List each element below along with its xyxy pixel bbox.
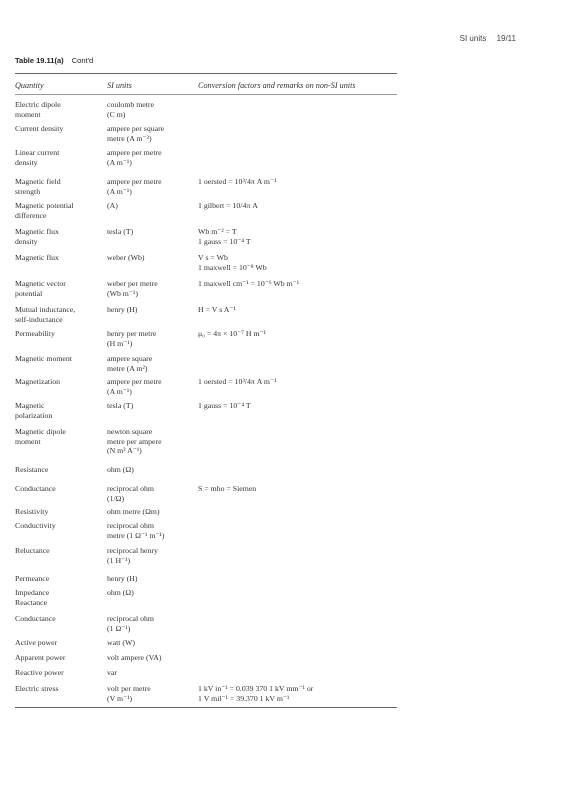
row-quantity <box>15 253 103 263</box>
row-quantity-line: Conductance <box>15 614 56 623</box>
row-si-unit-line: ampere square <box>107 354 153 363</box>
row-si-unit <box>107 305 195 315</box>
row-si-unit-line: reciprocal henry <box>107 546 158 555</box>
row-remarks-line: 1 gilbert = 10/4π A <box>198 201 258 210</box>
row-si-unit <box>107 465 195 475</box>
page-number: 19/11 <box>496 34 516 43</box>
row-remarks-line: 1 gauss = 10⁻⁴ T <box>198 401 251 410</box>
row-quantity-line: potential <box>15 288 43 298</box>
row-si-unit <box>107 100 195 119</box>
row-quantity <box>15 588 103 607</box>
row-si-unit <box>107 507 195 517</box>
row-quantity <box>15 279 103 298</box>
row-si-unit-line: ampere per metre <box>107 377 162 386</box>
table-top-rule <box>15 73 397 74</box>
row-quantity <box>15 124 103 134</box>
row-quantity-line: Magnetization <box>15 377 61 386</box>
row-si-unit-line: newton square <box>107 427 153 436</box>
row-si-unit-line: (A m⁻¹) <box>107 157 132 167</box>
row-si-unit-line: henry (H) <box>107 305 138 314</box>
row-quantity <box>15 684 103 694</box>
row-quantity <box>15 305 103 324</box>
row-quantity-line: Apparent power <box>15 653 66 662</box>
row-si-unit-line: (A m⁻¹) <box>107 386 132 396</box>
row-quantity <box>15 100 103 119</box>
row-quantity-line: difference <box>15 210 47 220</box>
row-si-unit <box>107 329 195 348</box>
table-caption <box>15 56 93 65</box>
row-si-unit <box>107 484 195 503</box>
row-si-unit <box>107 354 195 373</box>
row-si-unit-line: tesla (T) <box>107 227 134 236</box>
row-quantity <box>15 614 103 624</box>
row-quantity <box>15 148 103 167</box>
row-quantity-line: Magnetic flux <box>15 227 59 236</box>
row-quantity-line: density <box>15 157 38 167</box>
row-remarks <box>198 305 398 315</box>
table-header-rule <box>15 94 397 95</box>
row-si-unit-line: (1 H⁻¹) <box>107 555 131 565</box>
row-remarks <box>198 484 398 494</box>
row-si-unit <box>107 427 195 456</box>
row-quantity <box>15 227 103 246</box>
row-quantity <box>15 329 103 339</box>
row-si-unit-line: tesla (T) <box>107 401 134 410</box>
row-quantity <box>15 177 103 196</box>
row-si-unit-line: ohm (Ω) <box>107 588 134 597</box>
row-si-unit-line: (A) <box>107 201 118 210</box>
row-quantity-line: polarization <box>15 410 53 420</box>
row-quantity-line: self-inductance <box>15 314 63 324</box>
row-quantity <box>15 638 103 648</box>
row-si-unit-line: reciprocal ohm <box>107 521 154 530</box>
row-si-unit-line: ampere per metre <box>107 148 162 157</box>
row-si-unit <box>107 148 195 167</box>
row-remarks-line: 1 gauss = 10⁻⁴ T <box>198 236 251 246</box>
row-quantity-line: Active power <box>15 638 58 647</box>
row-quantity <box>15 201 103 220</box>
row-si-unit-line: watt (W) <box>107 638 135 647</box>
row-remarks-line: 1 maxwell = 10⁻⁸ Wb <box>198 262 267 272</box>
row-si-unit-line: ampere per square <box>107 124 165 133</box>
row-quantity-line: Current density <box>15 124 64 133</box>
row-quantity-line: Magnetic potential <box>15 201 74 210</box>
row-si-unit-line: weber per metre <box>107 279 158 288</box>
row-remarks-line: μ₀ = 4π × 10⁻⁷ H m⁻¹ <box>198 329 267 338</box>
running-head-section: SI units <box>459 34 487 43</box>
row-remarks <box>198 329 398 339</box>
row-remarks-line: 1 kV in⁻¹ = 0.039 370 1 kV mm⁻¹ or <box>198 684 314 693</box>
row-remarks-line: 1 oersted = 10³/4π A m⁻¹ <box>198 177 277 186</box>
table-caption-text: Cont'd <box>71 56 94 65</box>
row-quantity-line: density <box>15 236 38 246</box>
row-si-unit-line: weber (Wb) <box>107 253 145 262</box>
row-si-unit-line: metre (A m⁻²) <box>107 133 152 143</box>
row-quantity <box>15 465 103 475</box>
row-si-unit-line: metre per ampere <box>107 436 162 446</box>
row-quantity-line: Mutual inductance, <box>15 305 76 314</box>
row-si-unit-line: coulomb metre <box>107 100 154 109</box>
row-si-unit-line: henry per metre <box>107 329 157 338</box>
row-quantity-line: Magnetic dipole <box>15 427 66 436</box>
row-quantity-line: Permeance <box>15 574 50 583</box>
row-remarks <box>198 201 398 211</box>
row-si-unit-line: metre (A m²) <box>107 363 148 373</box>
row-quantity-line: Linear current <box>15 148 60 157</box>
row-si-unit <box>107 668 195 678</box>
row-quantity <box>15 668 103 678</box>
row-remarks-line: Wb m⁻² = T <box>198 227 237 236</box>
row-si-unit <box>107 638 195 648</box>
running-head <box>460 34 516 43</box>
row-quantity-line: moment <box>15 109 41 119</box>
row-remarks <box>198 177 398 187</box>
row-si-unit <box>107 614 195 633</box>
row-quantity-line: Reluctance <box>15 546 50 555</box>
row-remarks-line: 1 maxwell cm⁻¹ = 10⁻⁶ Wb m⁻¹ <box>198 279 300 288</box>
row-quantity-line: Electric stress <box>15 684 59 693</box>
row-si-unit-line: volt ampere (VA) <box>107 653 162 662</box>
table-bottom-rule <box>15 707 397 708</box>
row-quantity-line: Magnetic flux <box>15 253 59 262</box>
row-remarks <box>198 401 398 411</box>
row-si-unit <box>107 279 195 298</box>
row-quantity-line: strength <box>15 186 41 196</box>
row-quantity <box>15 546 103 556</box>
row-quantity-line: Reactive power <box>15 668 64 677</box>
row-quantity <box>15 427 103 446</box>
row-si-unit <box>107 684 195 703</box>
row-quantity-line: Conductance <box>15 484 56 493</box>
row-si-unit <box>107 588 195 598</box>
row-remarks-line: 1 oersted = 10³/4π A m⁻¹ <box>198 377 277 386</box>
row-quantity-line: Electric dipole <box>15 100 61 109</box>
row-si-unit-line: (A m⁻¹) <box>107 186 132 196</box>
row-si-unit <box>107 124 195 143</box>
row-remarks <box>198 227 398 246</box>
column-header-remarks: Conversion factors and remarks on non-SI units <box>198 81 356 90</box>
row-si-unit-line: reciprocal ohm <box>107 484 154 493</box>
row-quantity-line: Permeability <box>15 329 55 338</box>
row-si-unit-line: var <box>107 668 117 677</box>
row-remarks-line: 1 V mil⁻¹ = 39.370 1 kV m⁻¹ <box>198 693 290 703</box>
row-si-unit <box>107 377 195 396</box>
row-si-unit-line: (Wb m⁻¹) <box>107 288 138 298</box>
row-quantity-line: Magnetic vector <box>15 279 66 288</box>
row-si-unit <box>107 201 195 211</box>
row-quantity-line: Resistivity <box>15 507 49 516</box>
row-remarks-line: V s = Wb <box>198 253 228 262</box>
row-quantity <box>15 377 103 387</box>
row-si-unit-line: ohm (Ω) <box>107 465 134 474</box>
row-remarks <box>198 377 398 387</box>
row-si-unit-line: volt per metre <box>107 684 151 693</box>
row-quantity <box>15 507 103 517</box>
row-si-unit-line: (V m⁻¹) <box>107 693 133 703</box>
row-quantity-line: Impedance <box>15 588 50 597</box>
row-remarks-line: S = mho = Siemen <box>198 484 257 493</box>
row-quantity <box>15 401 103 420</box>
row-quantity-line: Magnetic moment <box>15 354 72 363</box>
row-si-unit <box>107 521 195 540</box>
row-si-unit-line: reciprocal ohm <box>107 614 154 623</box>
row-si-unit-line: henry (H) <box>107 574 138 583</box>
row-quantity <box>15 574 103 584</box>
row-si-unit-line: (N m² A⁻¹) <box>107 446 142 456</box>
row-si-unit <box>107 227 195 237</box>
row-si-unit-line: (C m) <box>107 109 126 119</box>
row-si-unit <box>107 253 195 263</box>
row-si-unit-line: ohm metre (Ωm) <box>107 507 160 516</box>
row-si-unit <box>107 401 195 411</box>
row-quantity-line: Resistance <box>15 465 49 474</box>
column-header-quantity: Quantity <box>15 81 44 90</box>
row-remarks-line: H = V s A⁻¹ <box>198 305 236 314</box>
row-remarks <box>198 279 398 289</box>
row-si-unit-line: metre (1 Ω⁻¹ m⁻¹) <box>107 530 165 540</box>
row-si-unit-line: ampere per metre <box>107 177 162 186</box>
row-quantity-line: Magnetic <box>15 401 45 410</box>
row-si-unit-line: (1/Ω) <box>107 493 125 503</box>
row-si-unit <box>107 574 195 584</box>
column-header-si-units: SI units <box>107 81 132 90</box>
row-quantity-line: Magnetic field <box>15 177 61 186</box>
row-quantity <box>15 653 103 663</box>
row-remarks <box>198 253 398 272</box>
row-si-unit-line: (H m⁻¹) <box>107 338 133 348</box>
row-si-unit-line: (1 Ω⁻¹) <box>107 623 131 633</box>
row-quantity <box>15 521 103 531</box>
row-quantity-line: Reactance <box>15 597 48 607</box>
row-si-unit <box>107 177 195 196</box>
table-label: Table 19.11(a) <box>15 56 64 65</box>
row-remarks <box>198 684 398 703</box>
row-quantity-line: moment <box>15 436 41 446</box>
row-quantity <box>15 484 103 494</box>
row-quantity-line: Conductivity <box>15 521 56 530</box>
row-si-unit <box>107 546 195 565</box>
row-quantity <box>15 354 103 364</box>
row-si-unit <box>107 653 195 663</box>
